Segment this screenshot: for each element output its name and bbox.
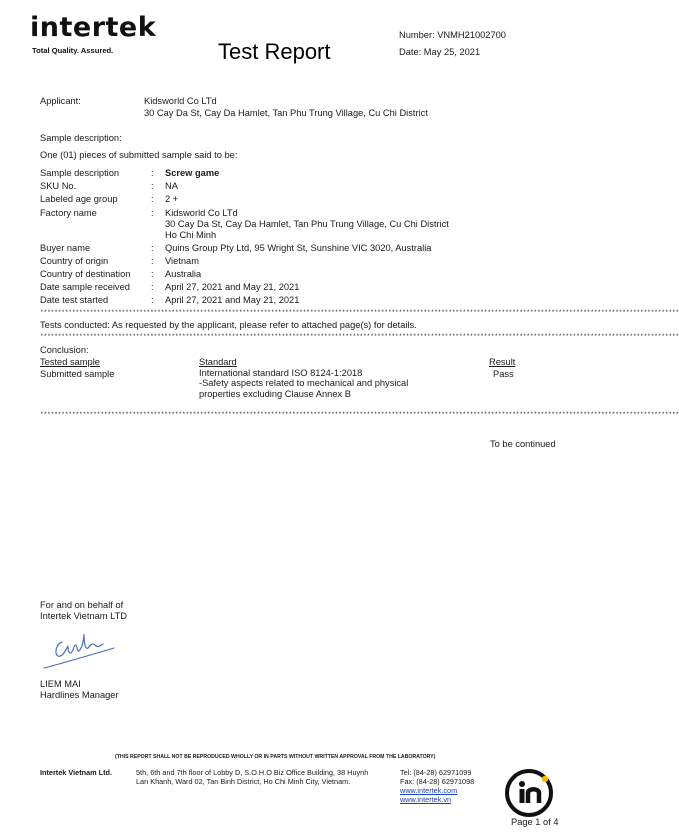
col-result: Result bbox=[489, 357, 516, 367]
star-divider: ************************************************************************************************************************************************************************************ bbox=[40, 333, 679, 340]
to-be-continued: To be continued bbox=[490, 439, 556, 449]
tested-sample-value: Submitted sample bbox=[40, 369, 115, 379]
intertek-emblem-icon bbox=[503, 767, 555, 819]
footer-website-vn[interactable]: www.intertek.vn bbox=[400, 795, 452, 804]
row-colon: : bbox=[151, 194, 154, 204]
row-colon: : bbox=[151, 295, 154, 305]
row-value: NA bbox=[165, 181, 178, 191]
handwritten-signature bbox=[40, 628, 120, 674]
row-value: Vietnam bbox=[165, 256, 199, 266]
row-colon: : bbox=[151, 168, 154, 178]
signatory-name: LIEM MAI bbox=[40, 679, 81, 689]
sample-heading: Sample description: bbox=[40, 133, 122, 143]
on-behalf-line2: Intertek Vietnam LTD bbox=[40, 611, 127, 621]
row-value: Quins Group Pty Ltd, 95 Wright St, Sunshine VIC 3020, Australia bbox=[165, 243, 432, 253]
standard-line3: properties excluding Clause Annex B bbox=[199, 389, 351, 399]
row-label: Labeled age group bbox=[40, 194, 118, 204]
footer-address-1: 5th, 6th and 7th floor of Lobby D, S.O.H.O Biz Office Building, 38 Huynh bbox=[136, 768, 369, 777]
row-value-line3: Ho Chi Minh bbox=[165, 230, 217, 240]
on-behalf-line1: For and on behalf of bbox=[40, 600, 124, 610]
row-colon: : bbox=[151, 269, 154, 279]
row-value: Screw game bbox=[165, 168, 220, 178]
row-colon: : bbox=[151, 208, 154, 218]
row-colon: : bbox=[151, 181, 154, 191]
applicant-name: Kidsworld Co LTd bbox=[144, 96, 217, 106]
tests-conducted: Tests conducted: As requested by the applicant, please refer to attached page(s) for details. bbox=[40, 320, 417, 330]
row-colon: : bbox=[151, 282, 154, 292]
reproduction-notice: (THIS REPORT SHALL NOT BE REPRODUCED WHOLLY OR IN PARTS WITHOUT WRITTEN APPROVAL FROM THE LABORATORY) bbox=[115, 754, 436, 760]
col-standard: Standard bbox=[199, 357, 237, 367]
report-date: Date: May 25, 2021 bbox=[399, 47, 481, 57]
signatory-role: Hardlines Manager bbox=[40, 690, 119, 700]
col-tested-sample: Tested sample bbox=[40, 357, 100, 367]
conclusion-heading: Conclusion: bbox=[40, 345, 89, 355]
applicant-label: Applicant: bbox=[40, 96, 81, 106]
row-value: 2 + bbox=[165, 194, 179, 204]
logo-tagline: Total Quality. Assured. bbox=[32, 46, 114, 55]
result-value: Pass bbox=[493, 369, 514, 379]
row-label: Country of origin bbox=[40, 256, 109, 266]
row-colon: : bbox=[151, 243, 154, 253]
row-label: Factory name bbox=[40, 208, 97, 218]
footer-fax: Fax: (84-28) 62971098 bbox=[400, 777, 475, 786]
footer-company: Intertek Vietnam Ltd. bbox=[40, 768, 113, 777]
star-divider: ************************************************************************************************************************************************************************************ bbox=[40, 411, 679, 418]
row-label: Date sample received bbox=[40, 282, 130, 292]
page-title: Test Report bbox=[218, 39, 331, 64]
row-value: Australia bbox=[165, 269, 202, 279]
row-value-line2: 30 Cay Da St, Cay Da Hamlet, Tan Phu Trung Village, Cu Chi District bbox=[165, 219, 449, 229]
row-label: Buyer name bbox=[40, 243, 91, 253]
standard-line1: International standard ISO 8124-1:2018 bbox=[199, 368, 363, 378]
star-divider: ************************************************************************************************************************************************************************************ bbox=[40, 309, 679, 316]
row-value: April 27, 2021 and May 21, 2021 bbox=[165, 282, 300, 292]
row-label: Sample description bbox=[40, 168, 120, 178]
intertek-logo: intertek bbox=[30, 12, 157, 43]
row-colon: : bbox=[151, 256, 154, 266]
footer-website-com[interactable]: www.intertek.com bbox=[400, 786, 458, 795]
sample-intro: One (01) pieces of submitted sample said to be: bbox=[40, 150, 238, 160]
applicant-address: 30 Cay Da St, Cay Da Hamlet, Tan Phu Trung Village, Cu Chi District bbox=[144, 108, 428, 118]
row-value: April 27, 2021 and May 21, 2021 bbox=[165, 295, 300, 305]
footer-tel: Tel: (84-28) 62971099 bbox=[400, 768, 472, 777]
row-value: Kidsworld Co LTd bbox=[165, 208, 238, 218]
report-number: Number: VNMH21002700 bbox=[399, 30, 506, 40]
row-label: Country of destination bbox=[40, 269, 131, 279]
standard-line2: -Safety aspects related to mechanical and physical bbox=[199, 378, 409, 388]
row-label: SKU No. bbox=[40, 181, 77, 191]
row-label: Date test started bbox=[40, 295, 109, 305]
footer-address-2: Lan Khanh, Ward 02, Tan Binh District, Ho Chi Minh City, Vietnam. bbox=[136, 777, 351, 786]
page-number: Page 1 of 4 bbox=[511, 817, 559, 827]
